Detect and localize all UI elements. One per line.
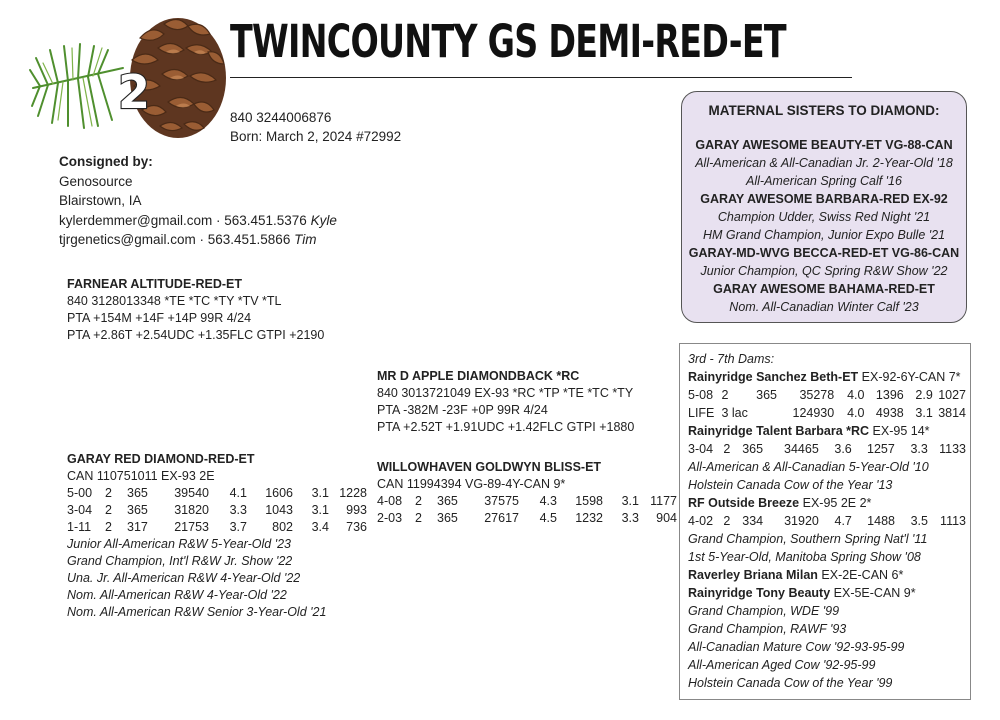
record-cell: 21753 (174, 520, 209, 534)
dam-entry-score: EX-95 14* (869, 424, 930, 438)
dam-accolade: Junior All-American R&W 5-Year-Old '23 (67, 537, 291, 551)
sire-sire-line: PTA -382M -23F +0P 99R 4/24 (377, 403, 548, 417)
dam-entry-accolade: Grand Champion, Southern Spring Nat'l '11 (688, 532, 928, 546)
consigned-heading: Consigned by: (59, 154, 153, 169)
dam-line: CAN 110751011 EX-93 2E (67, 469, 215, 483)
dam-entry-name: Rainyridge Talent Barbara *RC (688, 424, 870, 438)
record-row (67, 502, 371, 519)
record-cell: 365 (437, 511, 458, 525)
pinecone-icon (28, 8, 228, 143)
dam-entry-name: RF Outside Breeze (688, 496, 800, 510)
dam-entry (688, 368, 970, 386)
record-cell: 5-00 (67, 486, 93, 500)
record-cell: 1177 (650, 494, 677, 508)
sister-name: GARAY-MD-WVG BECCA-RED-ET VG-86-CAN (688, 246, 960, 260)
record-cell: 993 (346, 503, 367, 517)
record-cell: 1488 (867, 514, 895, 528)
record-cell: 3.3 (621, 511, 639, 525)
record-row (377, 510, 681, 527)
record-cell: 334 (742, 514, 764, 528)
record-cell: 27617 (484, 511, 519, 525)
dam-entry-accolade: All-American & All-Canadian 5-Year-Old '10 (688, 460, 929, 474)
record-cell: 1257 (867, 442, 895, 456)
record-cell: 1228 (339, 486, 367, 500)
birth-date: Born: March 2, 2024 #72992 (230, 129, 402, 144)
record-cell: 3.1 (621, 494, 639, 508)
dam-entry-name: Rainyridge Sanchez Beth-ET (688, 370, 859, 384)
record-row (688, 386, 970, 404)
sister-name: GARAY AWESOME BARBARA-RED EX-92 (700, 192, 948, 206)
record-cell: 365 (127, 486, 148, 500)
record-cell: 2.9 (915, 388, 933, 402)
record-cell: 2 (105, 520, 112, 534)
sire-name: FARNEAR ALTITUDE-RED-ET (67, 277, 242, 291)
record-cell: 3.1 (311, 486, 329, 500)
consignor-info (59, 152, 337, 250)
dam-entry-accolade: Holstein Canada Cow of the Year '99 (688, 676, 893, 690)
record-cell: LIFE (688, 406, 715, 420)
dam-entry-score: EX-92-6Y-CAN 7* (858, 370, 961, 384)
dam-entry-records (688, 512, 970, 530)
sire-dam-line: CAN 11994394 VG-89-4Y-CAN 9* (377, 477, 566, 491)
record-cell: 3.1 (311, 503, 329, 517)
record-cell: 2 (415, 494, 422, 508)
record-row (67, 519, 371, 536)
record-cell: 2 (723, 514, 731, 528)
dam-entry (688, 422, 970, 440)
contact-kyle (59, 211, 337, 231)
record-cell: 2 (105, 503, 112, 517)
record-cell: 4-02 (688, 514, 714, 528)
record-cell: 3-04 (688, 442, 714, 456)
sister-accolade: All-American Spring Calf '16 (746, 174, 902, 188)
record-cell: 1232 (575, 511, 603, 525)
record-cell: 5-08 (688, 388, 714, 402)
dam-entry (688, 566, 970, 584)
record-row (377, 493, 681, 510)
dam-entry-accolade: All-American Aged Cow '92-95-99 (688, 658, 876, 672)
sire-dam-records (377, 493, 681, 527)
contact-tim (59, 230, 337, 250)
dam-entry-records (688, 386, 970, 422)
dam-entry-accolade: 1st 5-Year-Old, Manitoba Spring Show '08 (688, 550, 921, 564)
dam-entry (688, 494, 970, 512)
dam-accolade: Una. Jr. All-American R&W 4-Year-Old '22 (67, 571, 301, 585)
sire-dam-block (377, 459, 681, 527)
dam-records (67, 485, 371, 536)
sire-line: 840 3128013348 *TE *TC *TY *TV *TL (67, 294, 282, 308)
title-rule (230, 77, 852, 78)
record-cell: 365 (756, 388, 778, 402)
dam-block (67, 451, 371, 621)
record-cell: 1043 (265, 503, 293, 517)
dams-box (679, 343, 971, 700)
dam-accolade: Grand Champion, Int'l R&W Jr. Show '22 (67, 554, 293, 568)
lot-number: 2 (118, 65, 151, 119)
record-cell: 4.5 (539, 511, 557, 525)
record-cell: 365 (742, 442, 764, 456)
record-cell: 4.0 (847, 388, 865, 402)
dam-entry-score: EX-95 2E 2* (799, 496, 872, 510)
page-title: TWINCOUNTY GS DEMI-RED-ET (230, 15, 786, 68)
dam-accolade: Nom. All-American R&W Senior 3-Year-Old '21 (67, 605, 327, 619)
record-cell: 3.7 (229, 520, 247, 534)
record-cell: 4.1 (229, 486, 247, 500)
record-cell: 3-04 (67, 503, 93, 517)
record-cell: 365 (437, 494, 458, 508)
record-cell: 34465 (784, 442, 819, 456)
record-cell: 35278 (799, 388, 835, 402)
contact-name: Kyle (310, 212, 337, 228)
registration-number: 840 3244006876 (230, 110, 332, 125)
record-cell: 1396 (875, 388, 904, 402)
dam-entry-records (688, 440, 970, 458)
sister-accolade: Nom. All-Canadian Winter Calf '23 (729, 300, 919, 314)
contact-email-phone: kylerdemmer@gmail.com · 563.451.5376 (59, 212, 311, 228)
record-cell: 4.0 (847, 406, 865, 420)
record-cell: 3.6 (834, 442, 852, 456)
record-cell: 4.7 (834, 514, 852, 528)
record-cell: 3.5 (910, 514, 928, 528)
record-cell: 3.3 (229, 503, 247, 517)
sister-accolade: Junior Champion, QC Spring R&W Show '22 (700, 264, 948, 278)
consignor-location: Blairstown, IA (59, 193, 142, 208)
dam-entry-accolade: Holstein Canada Cow of the Year '13 (688, 478, 893, 492)
maternal-sisters-heading: MATERNAL SISTERS TO DIAMOND: (708, 103, 940, 118)
dam-entry-name: Raverley Briana Milan (688, 568, 818, 582)
sister-name: GARAY AWESOME BAHAMA-RED-ET (713, 282, 935, 296)
record-cell: 1133 (939, 442, 966, 456)
sire-sire-line: PTA +2.52T +1.91UDC +1.42FLC GTPI +1880 (377, 420, 635, 434)
record-cell: 2 (723, 442, 731, 456)
record-cell: 39540 (174, 486, 209, 500)
sire-line: PTA +2.86T +2.54UDC +1.35FLC GTPI +2190 (67, 328, 325, 342)
record-cell: 1027 (938, 388, 966, 402)
record-cell: 904 (656, 511, 677, 525)
sister-accolade: Champion Udder, Swiss Red Night '21 (717, 210, 931, 224)
sire-dam-name: WILLOWHAVEN GOLDWYN BLISS-ET (377, 460, 602, 474)
record-cell: 31920 (784, 514, 819, 528)
dam-entry-accolade: Grand Champion, WDE '99 (688, 604, 840, 618)
sire-block (67, 276, 324, 344)
record-cell: 3.3 (910, 442, 928, 456)
record-cell: 31820 (174, 503, 209, 517)
record-cell (756, 404, 790, 422)
dam-entry-score: EX-2E-CAN 6* (817, 568, 904, 582)
contact-name: Tim (294, 232, 317, 247)
sire-sire-line: 840 3013721049 EX-93 *RC *TP *TE *TC *TY (377, 386, 634, 400)
record-row (688, 512, 970, 530)
sister-accolade: All-American & All-Canadian Jr. 2-Year-Old '18 (695, 156, 953, 170)
sire-sire-name: MR D APPLE DIAMONDBACK *RC (377, 369, 580, 383)
record-cell: 4.3 (539, 494, 557, 508)
record-cell: 2 (415, 511, 422, 525)
dam-entry (688, 584, 970, 602)
record-cell: 2 (721, 388, 729, 402)
consignor-name: Genosource (59, 173, 133, 189)
dam-accolade: Nom. All-American R&W 4-Year-Old '22 (67, 588, 287, 602)
record-cell: 736 (346, 520, 367, 534)
record-cell: 3.1 (915, 406, 933, 420)
record-cell: 3 lac (721, 406, 748, 420)
sister-name: GARAY AWESOME BEAUTY-ET VG-88-CAN (695, 138, 953, 152)
dam-entry-name: Rainyridge Tony Beauty (688, 586, 831, 600)
dam-entry-accolade: All-Canadian Mature Cow '92-93-95-99 (688, 640, 905, 654)
record-cell: 1-11 (67, 520, 92, 534)
sire-sire-block (377, 368, 634, 436)
dams-heading: 3rd - 7th Dams: (688, 352, 775, 366)
pinecone-logo (28, 8, 228, 143)
record-cell: 1606 (265, 486, 293, 500)
record-row (67, 485, 371, 502)
dam-name: GARAY RED DIAMOND-RED-ET (67, 452, 255, 466)
record-cell: 3814 (938, 406, 966, 420)
record-row (688, 404, 970, 422)
record-cell: 37575 (484, 494, 519, 508)
contact-email-phone: tjrgenetics@gmail.com · 563.451.5866 (59, 232, 295, 247)
record-cell: 3.4 (311, 520, 329, 534)
animal-registration (230, 108, 401, 146)
record-cell: 802 (272, 520, 293, 534)
record-cell: 4938 (875, 406, 904, 420)
record-cell: 124930 (792, 406, 835, 420)
dam-entry-score: EX-5E-CAN 9* (830, 586, 916, 600)
record-cell: 4-08 (377, 494, 403, 508)
sister-accolade: HM Grand Champion, Junior Expo Bulle '21 (702, 228, 946, 242)
record-row (688, 440, 970, 458)
sire-line: PTA +154M +14F +14P 99R 4/24 (67, 311, 252, 325)
record-cell: 2-03 (377, 511, 403, 525)
record-cell: 317 (127, 520, 148, 534)
record-cell: 1598 (575, 494, 603, 508)
dam-entry-accolade: Grand Champion, RAWF '93 (688, 622, 847, 636)
record-cell: 365 (127, 503, 148, 517)
record-cell: 2 (105, 486, 112, 500)
record-cell: 1113 (940, 514, 966, 528)
maternal-sisters-box (681, 91, 967, 323)
